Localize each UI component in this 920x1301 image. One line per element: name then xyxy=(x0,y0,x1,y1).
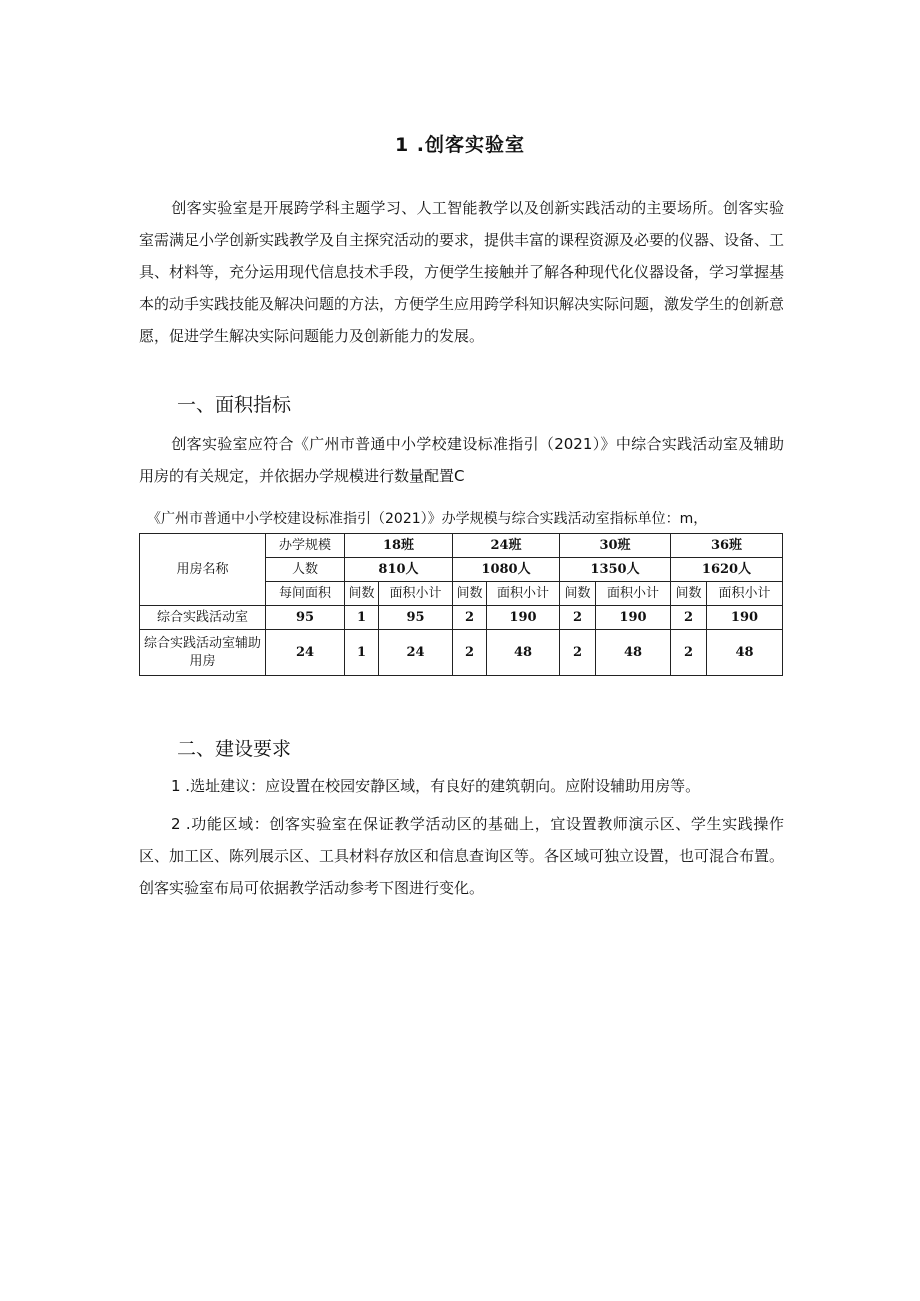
header-scale-label: 办学规模 xyxy=(266,534,345,558)
section-heading-requirements: 二、建设要求 xyxy=(177,738,292,760)
intro-paragraph xyxy=(139,192,784,352)
header-people: 1620人 xyxy=(671,558,783,582)
table-cell: 190 xyxy=(707,606,783,630)
table-cell: 2 xyxy=(560,606,596,630)
requirement-item-2 xyxy=(139,808,784,904)
header-corner: 用房名称 xyxy=(140,534,266,606)
requirement-item-2-text: 2 .功能区域：创客实验室在保证教学活动区的基础上，宜设置教师演示区、学生实践操作区、加工区、陈列展示区、工具材料存放区和信息查询区等。各区域可独立设置，也可混合布置。创客实验室布局可依据教学活动参考下图进行变化。 xyxy=(139,815,785,897)
table-row xyxy=(140,534,783,558)
table-row xyxy=(140,630,783,676)
page-title: 1 .创客实验室 xyxy=(394,134,526,156)
header-count: 间数 xyxy=(560,582,596,606)
row-name: 综合实践活动室辅助用房 xyxy=(140,630,266,676)
header-scale: 24班 xyxy=(453,534,560,558)
table-cell: 48 xyxy=(596,630,671,676)
table-cell: 48 xyxy=(487,630,560,676)
header-area: 面积小计 xyxy=(487,582,560,606)
area-index-table xyxy=(139,533,783,676)
area-text: 创客实验室应符合《广州市普通中小学校建设标准指引（2021）》中综合实践活动室及辅助用房的有关规定，并依据办学规模进行数量配置C xyxy=(139,435,784,485)
intro-text: 创客实验室是开展跨学科主题学习、人工智能教学以及创新实践活动的主要场所。创客实验室需满足小学创新实践教学及自主探究活动的要求，提供丰富的课程资源及必要的仪器、设备、工具、材料等，充分运用现代信息技术手段，方便学生接触并了解各种现代化仪器设备，学习掌握基本的动手实践技能及解决问题的方法，方便学生应用跨学科知识解决实际问题，激发学生的创新意愿，促进学生解决实际问题能力及创新能力的发展。 xyxy=(139,199,785,345)
table-cell: 24 xyxy=(266,630,345,676)
requirement-item-1-text: 1 .选址建议：应设置在校园安静区域，有良好的建筑朝向。应附设辅助用房等。 xyxy=(171,777,701,795)
section-heading-area: 一、面积指标 xyxy=(177,394,292,416)
table-caption: 《广州市普通中小学校建设标准指引（2021）》办学规模与综合实践活动室指标单位：m， xyxy=(147,511,708,527)
header-area: 面积小计 xyxy=(596,582,671,606)
header-count: 间数 xyxy=(345,582,379,606)
header-scale: 36班 xyxy=(671,534,783,558)
table-row xyxy=(140,606,783,630)
table-cell: 190 xyxy=(596,606,671,630)
area-paragraph xyxy=(139,428,784,492)
row-name: 综合实践活动室 xyxy=(140,606,266,630)
requirement-item-1 xyxy=(139,770,784,802)
table-cell: 1 xyxy=(345,630,379,676)
table-cell: 95 xyxy=(379,606,453,630)
header-scale: 18班 xyxy=(345,534,453,558)
header-people-label: 人数 xyxy=(266,558,345,582)
header-people: 810人 xyxy=(345,558,453,582)
header-people: 1350人 xyxy=(560,558,671,582)
table-cell: 1 xyxy=(345,606,379,630)
table-cell: 2 xyxy=(671,630,707,676)
header-area: 面积小计 xyxy=(707,582,783,606)
table-cell: 48 xyxy=(707,630,783,676)
header-count: 间数 xyxy=(671,582,707,606)
table-cell: 24 xyxy=(379,630,453,676)
header-scale: 30班 xyxy=(560,534,671,558)
table-cell: 95 xyxy=(266,606,345,630)
table-cell: 2 xyxy=(453,606,487,630)
table-cell: 190 xyxy=(487,606,560,630)
header-count: 间数 xyxy=(453,582,487,606)
header-area: 面积小计 xyxy=(379,582,453,606)
table-cell: 2 xyxy=(560,630,596,676)
header-people: 1080人 xyxy=(453,558,560,582)
table-cell: 2 xyxy=(671,606,707,630)
table-cell: 2 xyxy=(453,630,487,676)
header-per-room: 每间面积 xyxy=(266,582,345,606)
